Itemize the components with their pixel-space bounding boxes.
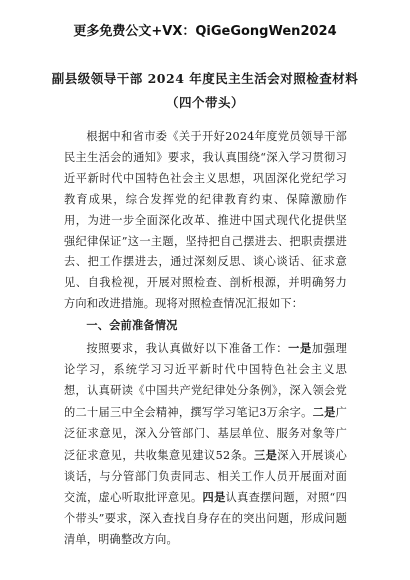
item-text-3: 深入开展谈心谈话，与分管部门负责同志、相关工作人员开展面对面交流，虚心听取批评意见。 xyxy=(64,448,348,505)
item-label-3: 三是 xyxy=(253,447,278,462)
document-title: 副县级领导干部 2024 年度民主生活会对照检查材料（四个带头） xyxy=(51,71,359,110)
section-heading: 一、会前准备情况 xyxy=(86,318,178,333)
item-label-1: 一是 xyxy=(288,341,312,356)
section-lead: 按照要求，我认真做好以下准备工作： xyxy=(86,342,289,356)
intro-paragraph: 根据中和省市委《关于开好2024年度党员领导干部民主生活会的通知》要求，我认真围绕“深入学习贯彻习近平新时代中国特色社会主义思想，巩固深化党纪学习教育成果，综合发挥党的纪律教育约束、保障激励作用，为进一步全面深化改革、推进中国式现代化提供坚强纪律保证”这一主题，坚持把自己摆进去、把职责摆进去、把工作摆进去，通过深刻反思、谈心谈话、征求意见、自我检视，开展对照检查、剖析根源，并明确努力方向和改进措施。现将对照检查情况汇报如下： xyxy=(64,130,347,311)
item-label-2: 二是 xyxy=(312,404,336,419)
item-label-4: 四是 xyxy=(202,490,226,505)
item-text-2: 广泛征求意见，深入分管部门、基层单位、服务对象等广泛征求意见，共收集意见建议52条。 xyxy=(64,405,347,462)
document-body xyxy=(64,127,347,551)
section-paragraph xyxy=(64,338,347,551)
promo-header: 更多免费公文+VX：QiGeGongWen2024 xyxy=(73,24,337,39)
item-text-4: 认真查摆问题，对照“四个带头”要求，深入查找自身存在的突出问题，形成问题清单，明确整改方向。 xyxy=(64,491,348,547)
item-text-1: 加强理论学习，系统学习习近平新时代中国特色社会主义思想，认真研读《中国共产党纪律处分条例》，深入领会党的二十届三中全会精神，撰写学习笔记3万余字。 xyxy=(64,342,347,419)
